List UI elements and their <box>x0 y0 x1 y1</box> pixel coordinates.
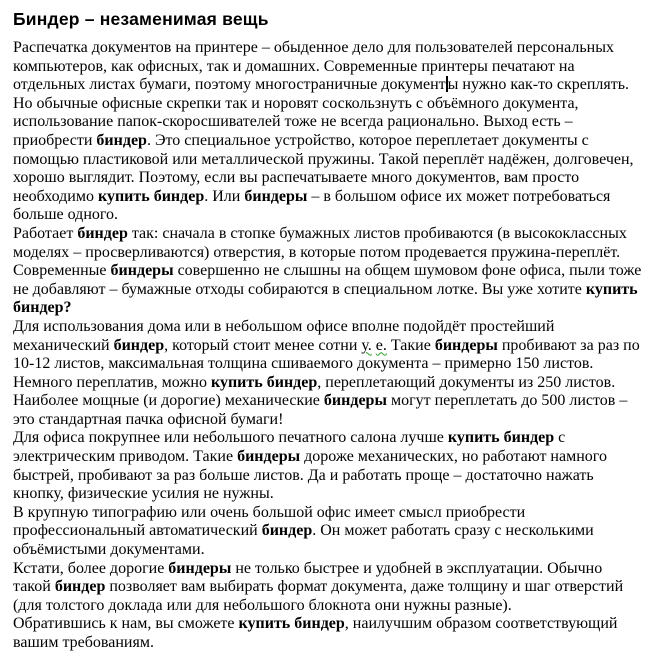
text-run: могут переплетать до 500 листов – это стандартная пачка офисной бумаги! <box>13 392 628 428</box>
spellcheck-flagged-word: е. <box>375 336 387 354</box>
bold-keyword: купить биндер? <box>13 280 638 317</box>
bold-keyword: биндер <box>261 522 313 540</box>
text-run: Такие <box>386 336 435 354</box>
bold-keyword: купить биндер <box>447 429 555 447</box>
bold-keyword: биндеры <box>244 187 308 205</box>
text-run: не только быстрее и удобней в эксплуатации. Обычно такой <box>13 559 603 596</box>
bold-keyword: биндеры <box>434 336 498 354</box>
text-run: Кстати, более дорогие <box>13 559 169 577</box>
bold-keyword: биндер <box>77 224 128 242</box>
text-run: , который стоит менее сотни <box>164 336 362 354</box>
text-run: Работает <box>13 224 78 242</box>
spellcheck-flagged-word: у. <box>361 336 372 354</box>
text-run: – в большом офисе их может потребоваться больше одного. <box>13 187 611 224</box>
text-run: пробивают за раз по 10-12 листов, максимальная толщина сшиваемого документа – примерно 150 листов. Немного переплатив, можно <box>13 336 640 391</box>
bold-keyword: биндеры <box>168 559 232 577</box>
bold-keyword: биндеры <box>323 392 387 410</box>
paragraph[interactable] <box>13 225 643 318</box>
document-title: Биндер – незаменимая вещь <box>13 9 269 29</box>
document-body[interactable] <box>13 39 643 653</box>
text-run: В крупную типографию или очень большой офис имеет смысл приобрести профессиональный автоматический <box>13 503 526 540</box>
text-run: так: сначала в стопке бумажных листов пробиваются (в высококлассных моделях – просверливаются) отверстия, в которые потом продевается пружина-переплёт. Современные <box>13 224 627 280</box>
text-run: . Или <box>204 187 245 205</box>
paragraph[interactable] <box>13 615 643 652</box>
text-run: дороже механических, но работают намного быстрей, пробивают за раз больше листов. Да и работать проще – достаточно нажать кнопку, физические усилия не нужны. <box>13 448 607 503</box>
text-run: Распечатка документов на принтере – обыденное дело для пользователей персональных компьютеров, как офисных, так и домашних. Современные принтеры печатают на отдельных листах бумаги, поэтому многостраничные документ <box>13 39 614 94</box>
text-run: , переплетающий документы из 250 листов. Наиболее мощные (и дорогие) механические <box>13 373 616 410</box>
bold-keyword: купить биндер <box>238 615 345 633</box>
text-run: Для офиса покрупнее или небольшого печатного салона лучше <box>13 429 448 447</box>
bold-keyword: биндеры <box>110 262 174 280</box>
text-run: ы нужно как-то скреплять. Но обычные офисные скрепки так и норовят соскользнуть с объёмного документа, использование папок-скоросшивателей тоже не всегда рационально. Выход есть – приобрести <box>13 76 630 149</box>
paragraph[interactable] <box>13 504 643 560</box>
paragraph[interactable] <box>13 429 643 503</box>
text-run: , наилучшим образом соответствующий вашим требованиям. <box>13 615 618 651</box>
bold-keyword: биндеры <box>237 448 301 466</box>
text-run: совершенно не слышны на общем шумовом фоне офиса, пыли тоже не добавляют – бумажные отходы собираются в специальном лотке. Вы уже хотите <box>13 262 642 298</box>
text-run: . Он может работать сразу с несколькими объёмистыми документами. <box>13 522 594 559</box>
bold-keyword: купить биндер <box>97 187 205 205</box>
bold-keyword: купить биндер <box>210 373 318 391</box>
paragraph[interactable] <box>13 318 643 430</box>
bold-keyword: биндер <box>54 578 106 596</box>
paragraph[interactable] <box>13 39 643 225</box>
bold-keyword: биндер <box>113 336 165 354</box>
text-run: позволяет вам выбирать формат документа, даже толщину и шаг отверстий (для толстого доклада или для небольшого блокнота они нужны разные). <box>13 578 624 614</box>
paragraph[interactable] <box>13 560 643 616</box>
text-run: с электрическим приводом. Такие <box>13 429 566 466</box>
text-run: Обратившись к нам, вы сможете <box>13 615 239 633</box>
text-run: Для использования дома или в небольшом офисе вполне подойдёт простейший механический <box>13 317 555 354</box>
text-run: . Это специальное устройство, которое переплетает документы с помощью пластиковой или металлической пружины. Такой переплёт надёжен, долговечен, хорошо выглядит. Поэтому, если вы распечатываете много документов, вам просто необходимо <box>13 131 634 205</box>
bold-keyword: биндер <box>96 131 147 149</box>
